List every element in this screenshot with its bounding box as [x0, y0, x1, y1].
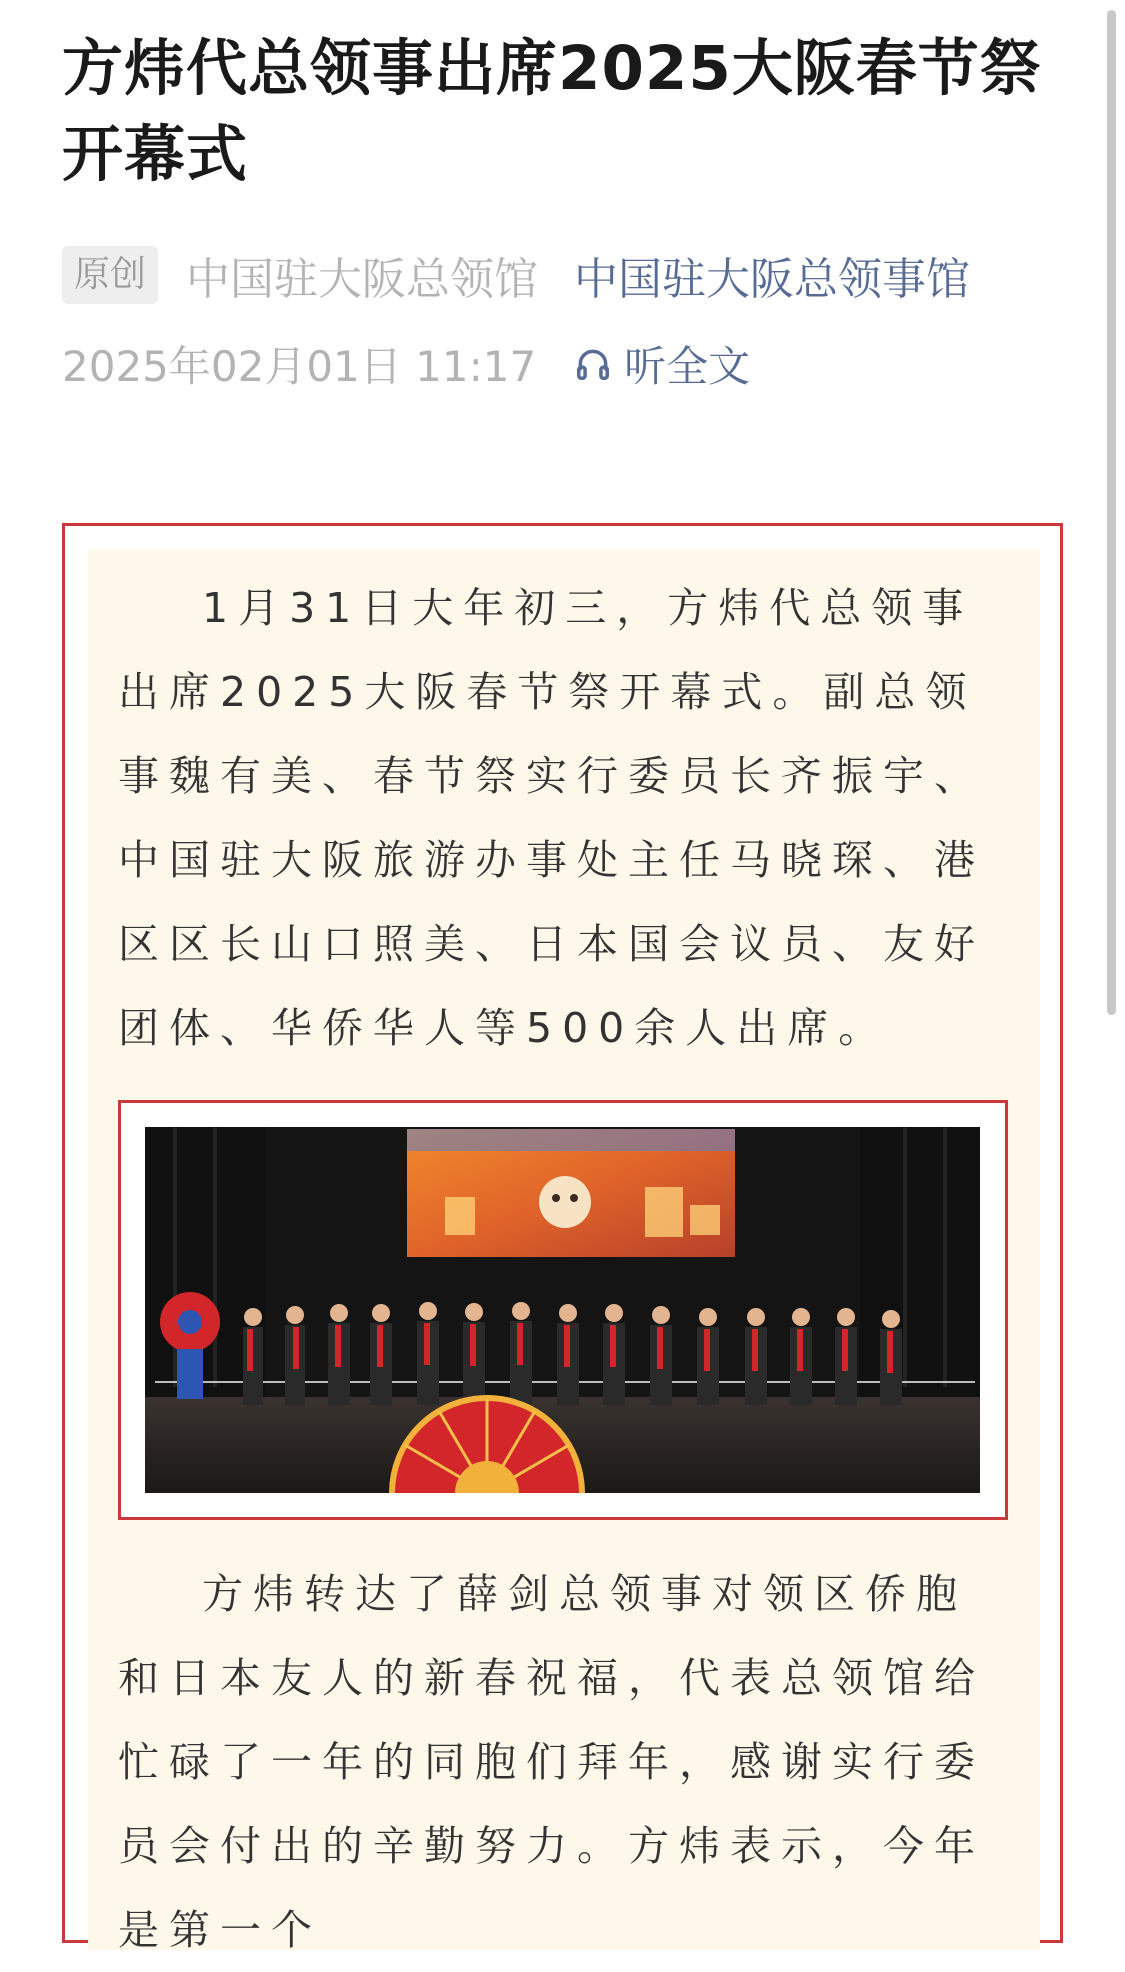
event-photo[interactable] — [145, 1127, 980, 1493]
paragraph-1: 1月31日大年初三，方炜代总领事出席2025大阪春节祭开幕式。副总领事魏有美、春节祭实行委员长齐振宇、中国驻大阪旅游办事处主任马晓琛、港区区长山口照美、日本国会议员、友好团体、华侨华人等500余人出席。 — [118, 584, 985, 1052]
stage-illustration — [145, 1127, 980, 1493]
original-tag: 原创 — [62, 246, 158, 304]
author-name: 中国驻大阪总领馆 — [186, 254, 539, 305]
listen-button[interactable] — [574, 334, 750, 394]
paragraph-2: 方炜转达了薛剑总领事对领区侨胞和日本友人的新春祝福，代表总领馆给忙碌了一年的同胞们拜年，感谢实行委员会付出的辛勤努力。方炜表示，今年是第一个 — [118, 1570, 985, 1954]
account-link[interactable]: 中国驻大阪总领事馆 — [574, 254, 971, 305]
publish-date: 2025年02月01日 11:17 — [62, 342, 537, 391]
article-title: 方炜代总领事出席2025大阪春节祭开幕式 — [62, 33, 1042, 190]
headphones-icon — [574, 345, 612, 383]
listen-label: 听全文 — [624, 342, 751, 391]
scrollbar[interactable] — [1107, 10, 1116, 1015]
article-meta — [62, 244, 970, 306]
article-meta-2 — [62, 334, 750, 394]
